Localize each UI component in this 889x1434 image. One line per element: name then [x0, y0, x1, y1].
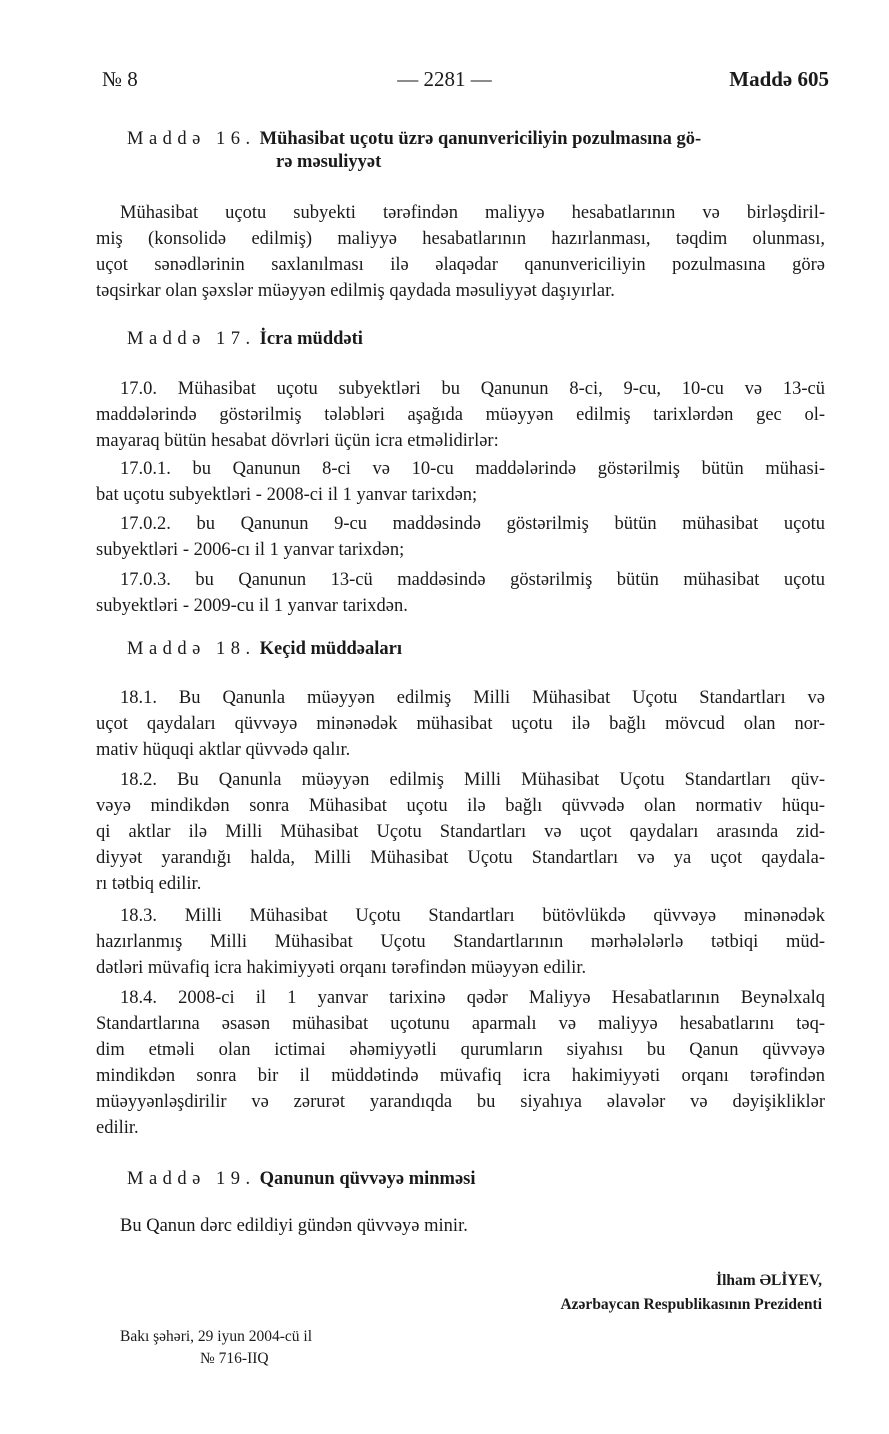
article-reference: Maddə 605 [729, 67, 829, 91]
signature-position: Azərbaycan Respublikasının Prezidenti [560, 1296, 822, 1313]
article-17-heading [127, 328, 363, 351]
text-line: miş (konsolidə edilmiş) maliyyə hesabatlarının hazırlanması, təqdim olunması, [96, 229, 825, 249]
text-line: subyektləri - 2009-cu il 1 yanvar tarixdən. [96, 596, 408, 616]
text-line: uçot qaydaları qüvvəyə minənədək mühasibat uçotu ilə bağlı mövcud olan nor- [96, 714, 825, 734]
text-line: 18.1. Bu Qanunla müəyyən edilmiş Milli Mühasibat Uçotu Standartları və [120, 688, 825, 708]
text-line: hazırlanmış Milli Mühasibat Uçotu Standartlarının mərhələlərlə tətbiqi müd- [96, 932, 825, 952]
article-17-paragraph-4 [96, 567, 825, 619]
article-18-paragraph-2 [96, 767, 825, 897]
text-line: 17.0.3. bu Qanunun 13-cü maddəsində göstərilmiş bütün mühasibat uçotu [120, 570, 825, 590]
text-line: maddələrində göstərilmiş tələbləri aşağıda müəyyən edilmiş tarixlərdən gec ol- [96, 405, 825, 425]
page-number: — 2281 — [397, 67, 492, 91]
text-line: dətləri müvafiq icra hakimiyyəti orqanı tərəfindən müəyyən edilir. [96, 958, 587, 978]
article-17-number: Maddə 17. [127, 329, 256, 349]
text-line: 17.0.1. bu Qanunun 8-ci və 10-cu maddələrində göstərilmiş bütün mühasi- [120, 459, 825, 479]
article-19-heading [127, 1168, 476, 1191]
signature-name: İlham ƏLİYEV, [716, 1272, 822, 1289]
article-17-paragraph-2 [96, 456, 825, 508]
place-date: Bakı şəhəri, 29 iyun 2004-cü il [120, 1328, 312, 1345]
text-line: mindikdən sonra bir il müddətində müvafiq icra hakimiyyəti orqanı tərəfindən [96, 1066, 825, 1086]
article-17-paragraph-1 [96, 376, 825, 454]
article-16-paragraph-1 [96, 200, 825, 304]
text-line: 17.0.2. bu Qanunun 9-cu maddəsində göstərilmiş bütün mühasibat uçotu [120, 514, 825, 534]
text-line: təqsirkar olan şəxslər müəyyən edilmiş qaydada məsuliyyət daşıyırlar. [96, 281, 615, 301]
text-line: dim etməli olan ictimai əhəmiyyətli qurumların siyahısı bu Qanun qüvvəyə [96, 1040, 825, 1060]
article-16-number: Maddə 16. [127, 129, 256, 149]
article-18-title: Keçid müddəaları [259, 639, 402, 659]
article-18-heading [127, 638, 402, 661]
text-line: rı tətbiq edilir. [96, 874, 202, 894]
text-line: müəyyənləşdirilir və zərurət yarandıqda bu siyahıya əlavələr və dəyişikliklər [96, 1092, 825, 1112]
article-16-heading [127, 128, 701, 174]
text-line: mayaraq bütün hesabat dövrləri üçün icra etməlidirlər: [96, 431, 499, 451]
text-line: Standartlarına əsasən mühasibat uçotunu aparmalı və maliyyə hesabatlarını təq- [96, 1014, 825, 1034]
text-line: uçot sənədlərinin saxlanılması ilə əlaqədar qanunvericiliyin pozulmasına görə [96, 255, 825, 275]
law-number: № 716-IIQ [200, 1350, 269, 1367]
article-19-title: Qanunun qüvvəyə minməsi [259, 1169, 476, 1189]
article-17-paragraph-3 [96, 511, 825, 563]
text-line: edilir. [96, 1118, 139, 1138]
article-16-title: Mühasibat uçotu üzrə qanunvericiliyin pozulmasına gö- [259, 129, 702, 149]
text-line: subyektləri - 2006-cı il 1 yanvar tarixdən; [96, 540, 405, 560]
article-18-paragraph-4 [96, 985, 825, 1141]
article-19-paragraph-1 [96, 1213, 825, 1239]
text-line: 18.3. Milli Mühasibat Uçotu Standartları bütövlükdə qüvvəyə minənədək [120, 906, 825, 926]
text-line: vəyə mindikdən sonra Mühasibat uçotu ilə bağlı qüvvədə olan normativ hüqu- [96, 796, 825, 816]
article-19-number: Maddə 19. [127, 1169, 256, 1189]
article-18-number: Maddə 18. [127, 639, 256, 659]
text-line: qi aktlar ilə Milli Mühasibat Uçotu Standartları və uçot qaydaları arasında zid- [96, 822, 825, 842]
text-line: 18.2. Bu Qanunla müəyyən edilmiş Milli Mühasibat Uçotu Standartları qüv- [120, 770, 825, 790]
text-line: bat uçotu subyektləri - 2008-ci il 1 yanvar tarixdən; [96, 485, 478, 505]
article-16-title-continuation: rə məsuliyyət [276, 152, 382, 172]
text-line: Mühasibat uçotu subyekti tərəfindən maliyyə hesabatlarının və birləşdiril- [120, 203, 825, 223]
article-17-title: İcra müddəti [259, 329, 363, 349]
text-line: mativ hüquqi aktlar qüvvədə qalır. [96, 740, 351, 760]
text-line: diyyət yarandığı halda, Milli Mühasibat Uçotu Standartları və ya uçot qaydala- [96, 848, 825, 868]
issue-number: № 8 [102, 67, 138, 91]
text-line: 17.0. Mühasibat uçotu subyektləri bu Qanunun 8-ci, 9-cu, 10-cu və 13-cü [120, 379, 825, 399]
article-18-paragraph-3 [96, 903, 825, 981]
article-18-paragraph-1 [96, 685, 825, 763]
text-line: Bu Qanun dərc edildiyi gündən qüvvəyə minir. [120, 1216, 468, 1236]
text-line: 18.4. 2008-ci il 1 yanvar tarixinə qədər Maliyyə Hesabatlarının Beynəlxalq [120, 988, 825, 1008]
